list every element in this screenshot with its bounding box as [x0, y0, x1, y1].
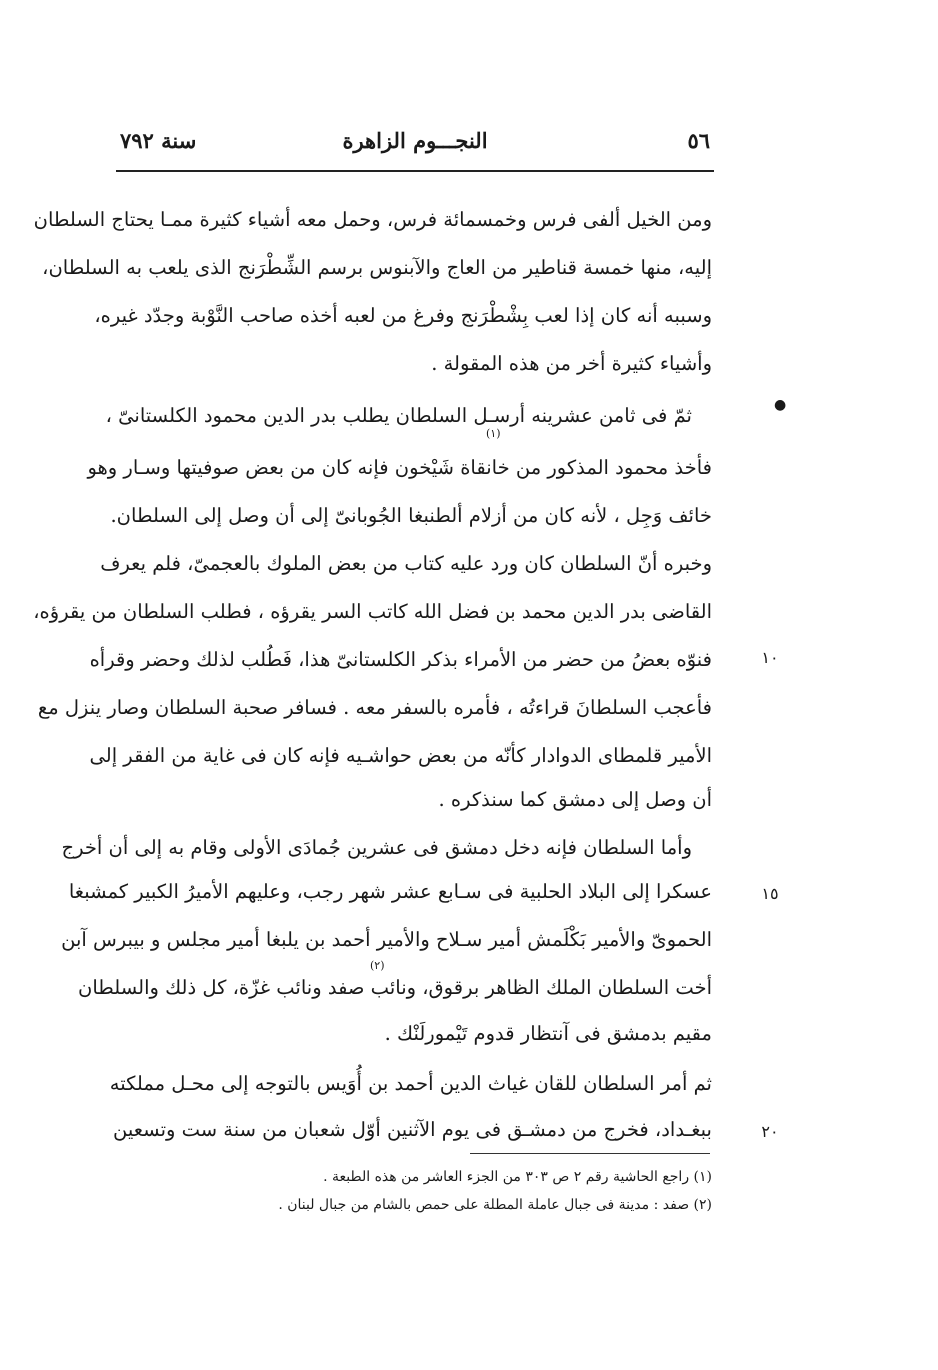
- header-rule: [116, 170, 714, 172]
- text-line: وسببه أنه كان إذا لعب بِشْطْرَنج وفرغ من لعبه أخذه صاحب النَّوْبة وجدّد غيره،: [94, 304, 712, 327]
- text-line: مقيم بدمشق فى آنتظار قدوم تَيْمورلَنْك .: [384, 1022, 712, 1045]
- text-line: فنوّه بعضُ من حضر من الأمراء بذكر الكلستانىّ هذا، فَطُلب لذلك وحضر وقرأه: [89, 648, 712, 671]
- text-line: فأخذ محمود المذكور من خانقاة شَيْخون فإنه كان من بعض صوفيتها وسـار وهو: [87, 456, 712, 479]
- text-line: ومن الخيل ألفى فرس وخمسمائة فرس، وحمل معه أشياء كثيرة ممـا يحتاج السلطان: [33, 208, 712, 231]
- footnote-marker: (١): [486, 427, 501, 440]
- text-line: ثم أمر السلطان للقان غياث الدين أحمد بن أُوَيس بالتوجه إلى محـل مملكته: [109, 1072, 712, 1095]
- line-number: ١٥: [761, 884, 779, 903]
- text-line: وخبره أنّ السلطان كان ورد عليه كتاب من بعض الملوك بالعجمىّ، فلم يعرف: [100, 552, 712, 575]
- text-line: خائف وَجِل ، لأنه كان من أزلام ألطنبغا الجُوبانىّ إلى أن وصل إلى السلطان.: [110, 504, 712, 527]
- running-year: سنة ٧٩٢: [120, 128, 197, 153]
- text-line: الحموىّ والأمير بَكْلَمش أمير سـلاح والأمير أحمد بن يلبغا أمير مجلس و بيبرس آبن: [61, 928, 712, 951]
- text-line: فأعجب السلطانَ قراءتُه ، فأمره بالسفر معه . فسافر صحبة السلطان وصار ينزل مع: [37, 696, 712, 719]
- text-line: إليه، منها خمسة قناطير من العاج والآبنوس برسم الشِّطْرَنج الذى يلعب به السلطان،: [42, 256, 712, 279]
- line-number: ٢٠: [761, 1122, 779, 1141]
- text-line: وأشياء كثيرة أخر من هذه المقولة .: [431, 352, 712, 375]
- page-number: ٥٦: [687, 128, 710, 153]
- text-line: أن وصل إلى دمشق كما سنذكره .: [438, 788, 712, 811]
- footnote-marker: (٢): [370, 959, 385, 972]
- footnote: (٢) صفد : مدينة فى جبال عاملة المطلة على حمص بالشام من جبال لبنان .: [278, 1197, 712, 1213]
- text-line: الأمير قلمطاى الدوادار كأنّه من بعض حواشـيه فإنه كان فى غاية من الفقر إلى: [89, 744, 712, 767]
- page-header: [120, 128, 710, 160]
- text-line: وأما السلطان فإنه دخل دمشق فى عشرين جُمادَى الأولى وقام به إلى أن أخرج: [61, 836, 692, 859]
- margin-bullet: ●: [774, 397, 787, 413]
- text-line: ببغـداد، فخرج من دمشـق فى يوم الآثنين أوّل شعبان من سنة ست وتسعين: [113, 1118, 712, 1141]
- line-number: ١٠: [761, 648, 779, 667]
- footnote-rule: [470, 1153, 710, 1154]
- text-line: ثمّ فى ثامن عشرينه أرسـل السلطان يطلب بدر الدين محمود الكلستانىّ ،: [105, 404, 692, 427]
- running-title: النجـــوم الزاهرة: [342, 128, 488, 153]
- text-line: القاضى بدر الدين محمد بن فضل الله كاتب السر يقرؤه ، فطلب السلطان من يقرؤه،: [33, 600, 712, 623]
- footnote: (١) راجع الحاشية رقم ٢ ص ٣٠٣ من الجزء العاشر من هذه الطبعة .: [323, 1169, 712, 1185]
- text-line: أخت السلطان الملك الظاهر برقوق، ونائب صفد ونائب غزّة، كل ذلك والسلطان: [78, 976, 712, 999]
- text-line: عسكرا إلى البلاد الحلبية فى سـابع عشر شهر رجب، وعليهم الأميرُ الكبير كمشبغا: [68, 880, 712, 903]
